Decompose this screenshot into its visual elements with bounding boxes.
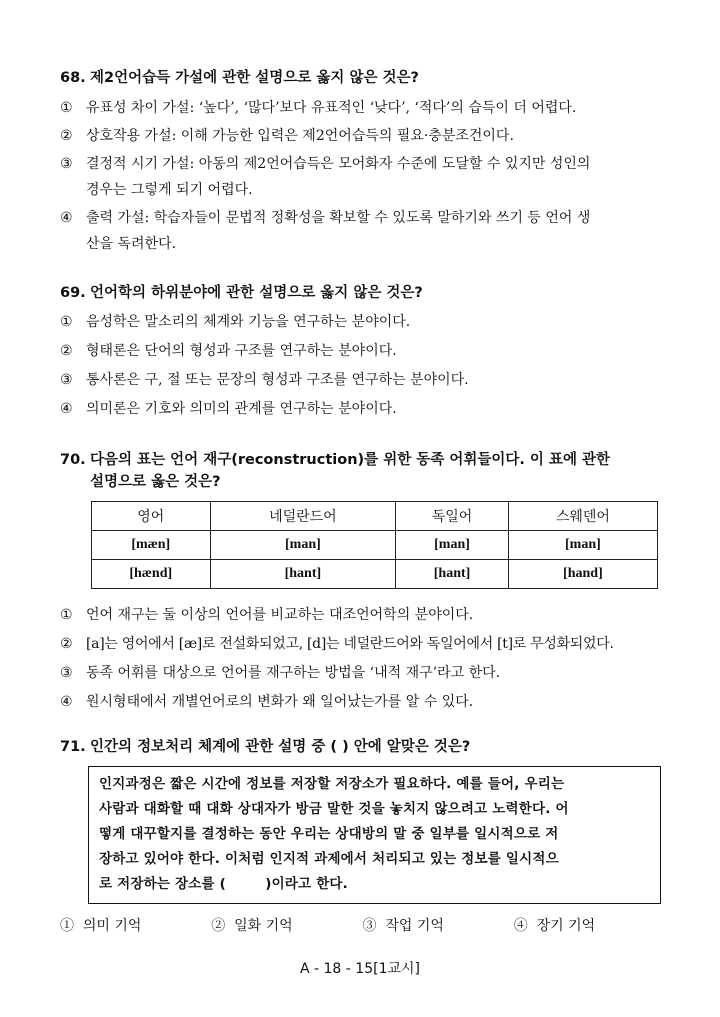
question-text-line1: 다음의 표는 언어 재구(reconstruction)를 위한 동족 어휘들이다. 이 표에 관한 (90, 452, 611, 468)
passage-line: 장하고 있어야 한다. 이처럼 인지적 과제에서 처리되고 있는 정보를 일시적으 (99, 851, 559, 867)
table-cell: [hant] (210, 560, 396, 589)
table-cell: [hant] (396, 560, 509, 589)
table-row (92, 560, 658, 589)
passage-line: 떻게 대꾸할지를 결정하는 동안 우리는 상대방의 말 중 일부를 일시적으로 저 (99, 826, 559, 842)
option-4[interactable]: ④ 출력 가설: 학습자들이 문법적 정확성을 확보할 수 있도록 말하기와 쓰기 등 언어 생 산을 독려한다. (60, 210, 591, 252)
option-1[interactable]: ① 언어 재구는 둘 이상의 언어를 비교하는 대조언어학의 분야이다. (60, 607, 474, 623)
table-cell: [man] (210, 531, 396, 560)
table-header: 영어 (92, 502, 211, 531)
passage-line: 로 저장하는 장소를 ( )이라고 한다. (99, 876, 349, 892)
table-header: 독일어 (396, 502, 509, 531)
choice-4[interactable]: ④ 장기 기억 (513, 918, 596, 934)
option-1[interactable]: ① 음성학은 말소리의 체계와 기능을 연구하는 분야이다. (60, 314, 411, 330)
choice-2[interactable]: ② 일화 기억 (211, 918, 293, 934)
table-header: 스웨덴어 (508, 502, 657, 531)
question-title (60, 67, 665, 89)
question-title (60, 449, 665, 493)
option-3[interactable]: ③ 결정적 시기 가설: 아동의 제2언어습득은 모어화자 수준에 도달할 수 있지만 성인의 경우는 그렇게 되기 어렵다. (60, 156, 591, 198)
question-number: 68. (60, 70, 86, 86)
table-cell: [mæn] (92, 531, 211, 560)
question-68 (60, 67, 665, 257)
option-4[interactable]: ④ 의미론은 기호와 의미의 관계를 연구하는 분야이다. (60, 401, 397, 417)
option-4[interactable]: ④ 원시형태에서 개별언어로의 변화가 왜 일어났는가를 알 수 있다. (60, 694, 474, 710)
question-text-line2: 설명으로 옳은 것은? (90, 474, 221, 490)
question-number: 69. (60, 285, 86, 301)
choice-1[interactable]: ① 의미 기억 (60, 918, 142, 934)
table-header: 네덜란드어 (210, 502, 396, 531)
question-text: 제2언어습득 가설에 관한 설명으로 옳지 않은 것은? (90, 70, 419, 86)
question-title (60, 282, 665, 304)
option-3[interactable]: ③ 통사론은 구, 절 또는 문장의 형성과 구조를 연구하는 분야이다. (60, 372, 469, 388)
page-footer: A - 18 - 15[1교시] (300, 961, 420, 977)
question-69 (60, 282, 665, 424)
table-cell: [man] (508, 531, 657, 560)
question-70 (60, 449, 665, 717)
question-number: 71. (60, 739, 86, 755)
question-text: 언어학의 하위분야에 관한 설명으로 옳지 않은 것은? (90, 285, 423, 301)
question-text: 인간의 정보처리 체계에 관한 설명 중 ( ) 안에 알맞은 것은? (90, 739, 471, 755)
table-cell: [hand] (508, 560, 657, 589)
passage-box (88, 766, 661, 904)
answer-choices (60, 914, 665, 938)
table-header-row (92, 502, 658, 531)
question-title (60, 736, 665, 758)
table-row (92, 531, 658, 560)
option-2[interactable]: ② 형태론은 단어의 형성과 구조를 연구하는 분야이다. (60, 343, 397, 359)
option-1[interactable]: ① 유표성 차이 가설: ‘높다’, ‘많다’보다 유표적인 ‘낮다’, ‘적다’의 습득이 더 어렵다. (60, 100, 577, 116)
table-cell: [hænd] (92, 560, 211, 589)
question-number: 70. (60, 452, 86, 468)
choice-3[interactable]: ③ 작업 기억 (362, 918, 444, 934)
cognate-table (91, 501, 658, 589)
passage-line: 인지과정은 짧은 시간에 정보를 저장할 저장소가 필요하다. 예를 들어, 우리는 (99, 776, 565, 792)
option-3[interactable]: ③ 동족 어휘를 대상으로 언어를 재구하는 방법을 ‘내적 재구’라고 한다. (60, 665, 501, 681)
table-cell: [man] (396, 531, 509, 560)
option-2[interactable]: ② [a]는 영어에서 [æ]로 전설화되었고, [d]는 네덜란드어와 독일어에서 [t]로 무성화되었다. (60, 636, 614, 652)
passage-line: 사람과 대화할 때 대화 상대자가 방금 말한 것을 놓치지 않으려고 노력한다. 어 (99, 801, 569, 817)
option-2[interactable]: ② 상호작용 가설: 이해 가능한 입력은 제2언어습득의 필요·충분조건이다. (60, 128, 514, 144)
question-71 (60, 736, 665, 938)
